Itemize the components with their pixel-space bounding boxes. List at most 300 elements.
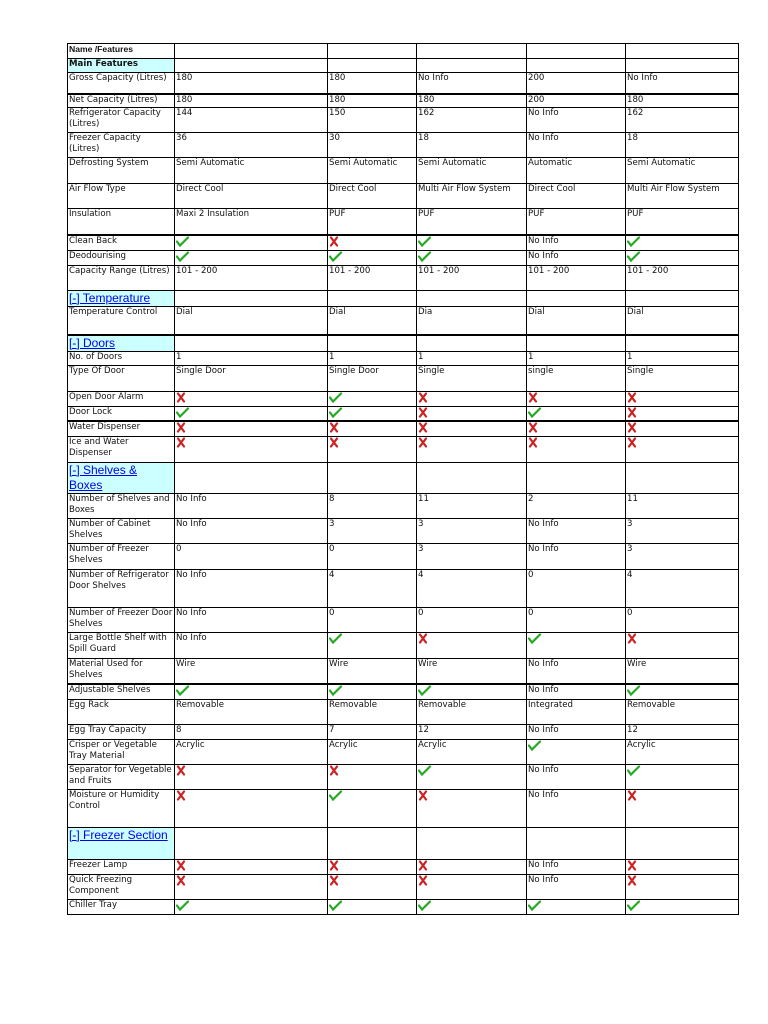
feature-value-icon-cell: [417, 684, 527, 699]
feature-value: PUF: [328, 209, 417, 235]
check-mark-icon: [176, 236, 190, 247]
check-mark-icon: [528, 407, 542, 418]
feature-value: Wire: [175, 658, 328, 684]
feature-value-icon-cell: [175, 899, 328, 914]
table-row-doorlock: [68, 406, 739, 421]
check-mark-icon: [418, 251, 432, 262]
feature-value: 180: [417, 94, 527, 108]
feature-value: 18: [626, 133, 739, 158]
check-mark-icon: [329, 633, 343, 644]
feature-value: No Info: [527, 133, 626, 158]
table-row-refcap: [68, 108, 739, 133]
feature-label: Freezer Capacity (Litres): [68, 133, 175, 158]
feature-label: Temperature Control: [68, 307, 175, 335]
check-mark-icon: [528, 633, 542, 644]
feature-value-icon-cell: [626, 406, 739, 421]
feature-value: 200: [527, 94, 626, 108]
cross-mark-icon: [418, 407, 432, 418]
feature-value: No Info: [527, 235, 626, 251]
feature-value-icon-cell: [417, 421, 527, 436]
feature-value: 0: [417, 607, 527, 632]
feature-value-icon-cell: [626, 764, 739, 789]
feature-label: Door Lock: [68, 406, 175, 421]
feature-value: Removable: [626, 699, 739, 724]
check-mark-icon: [627, 236, 641, 247]
product-column-header: [328, 44, 417, 59]
cross-mark-icon: [418, 860, 432, 871]
feature-value: 180: [175, 73, 328, 94]
feature-value: No Info: [527, 684, 626, 699]
table-row-eggtray: [68, 724, 739, 739]
check-mark-icon: [627, 251, 641, 262]
cross-mark-icon: [176, 875, 190, 886]
feature-value: Dial: [527, 307, 626, 335]
feature-label: Capacity Range (Litres): [68, 266, 175, 291]
check-mark-icon: [418, 765, 432, 776]
check-mark-icon: [176, 685, 190, 696]
feature-label: Adjustable Shelves: [68, 684, 175, 699]
feature-value: single: [527, 365, 626, 391]
feature-value-icon-cell: [417, 632, 527, 658]
feature-value: 0: [527, 569, 626, 607]
cross-mark-icon: [176, 392, 190, 403]
feature-value: No Info: [527, 108, 626, 133]
feature-value: 3: [417, 518, 527, 543]
feature-value-icon-cell: [175, 859, 328, 874]
table-row-crisper: [68, 739, 739, 764]
feature-value-icon-cell: [175, 406, 328, 421]
feature-value: 162: [626, 108, 739, 133]
feature-value-icon-cell: [527, 632, 626, 658]
product-column-header: [626, 44, 739, 59]
check-mark-icon: [627, 765, 641, 776]
cross-mark-icon: [329, 236, 343, 247]
table-row-eggrack: [68, 699, 739, 724]
section-row-main: [68, 59, 739, 73]
feature-value: Automatic: [527, 158, 626, 184]
feature-value: 4: [417, 569, 527, 607]
empty-cell: [328, 59, 417, 73]
feature-label: Large Bottle Shelf with Spill Guard: [68, 632, 175, 658]
table-row-cleanback: [68, 235, 739, 251]
feature-value: Acrylic: [175, 739, 328, 764]
feature-value: Wire: [626, 658, 739, 684]
feature-value: No Info: [175, 607, 328, 632]
feature-value-icon-cell: [328, 789, 417, 827]
table-row-insulation: [68, 209, 739, 235]
feature-label: Number of Shelves and Boxes: [68, 493, 175, 518]
empty-cell: [328, 291, 417, 307]
empty-cell: [626, 462, 739, 493]
feature-value-icon-cell: [328, 251, 417, 266]
product-column-header: [175, 44, 328, 59]
feature-value-icon-cell: [175, 421, 328, 436]
feature-value: No Info: [527, 518, 626, 543]
table-row-chiller: [68, 899, 739, 914]
feature-value: No Info: [527, 789, 626, 827]
feature-value-icon-cell: [328, 874, 417, 899]
table-row-net: [68, 94, 739, 108]
feature-value: No Info: [527, 724, 626, 739]
feature-value-icon-cell: [417, 764, 527, 789]
feature-value: 7: [328, 724, 417, 739]
table-row-bottle: [68, 632, 739, 658]
feature-value: Dial: [626, 307, 739, 335]
feature-value: No Info: [527, 874, 626, 899]
feature-value: PUF: [527, 209, 626, 235]
cross-mark-icon: [627, 633, 641, 644]
feature-value-icon-cell: [626, 899, 739, 914]
check-mark-icon: [418, 236, 432, 247]
table-row-defrost: [68, 158, 739, 184]
feature-label: Moisture or Humidity Control: [68, 789, 175, 827]
cross-mark-icon: [329, 860, 343, 871]
feature-value-icon-cell: [527, 899, 626, 914]
section-row-temperature: [68, 291, 739, 307]
empty-cell: [417, 291, 527, 307]
feature-value: Single: [417, 365, 527, 391]
feature-value-icon-cell: [175, 874, 328, 899]
feature-value: 4: [626, 569, 739, 607]
section-header-freezer[interactable]: [68, 827, 175, 859]
table-row-doortype: [68, 365, 739, 391]
check-mark-icon: [329, 251, 343, 262]
feature-value-icon-cell: [417, 391, 527, 406]
feature-label: Clean Back: [68, 235, 175, 251]
product-column-header: [527, 44, 626, 59]
feature-value: Semi Automatic: [626, 158, 739, 184]
check-mark-icon: [176, 251, 190, 262]
feature-value: 0: [527, 607, 626, 632]
feature-value: 1: [175, 351, 328, 365]
empty-cell: [626, 827, 739, 859]
empty-cell: [328, 335, 417, 352]
section-row-freezer: [68, 827, 739, 859]
feature-value: No Info: [527, 543, 626, 569]
feature-value: No Info: [527, 658, 626, 684]
feature-value-icon-cell: [175, 436, 328, 462]
feature-label: Ice and Water Dispenser: [68, 436, 175, 462]
section-row-doors: [68, 335, 739, 352]
empty-cell: [527, 827, 626, 859]
table-row-icewater: [68, 436, 739, 462]
feature-value: 1: [626, 351, 739, 365]
cross-mark-icon: [176, 765, 190, 776]
feature-value: 162: [417, 108, 527, 133]
feature-value: 8: [328, 493, 417, 518]
cross-mark-icon: [176, 422, 190, 433]
product-column-header: [417, 44, 527, 59]
feature-value: 30: [328, 133, 417, 158]
section-header-doors[interactable]: [68, 335, 175, 352]
feature-value: 2: [527, 493, 626, 518]
feature-value: No Info: [175, 493, 328, 518]
table-row-separator: [68, 764, 739, 789]
cross-mark-icon: [627, 790, 641, 801]
feature-label: Type Of Door: [68, 365, 175, 391]
feature-value-icon-cell: [626, 235, 739, 251]
feature-value: 12: [626, 724, 739, 739]
table-row-frzdoor: [68, 607, 739, 632]
feature-value: Multi Air Flow System: [417, 184, 527, 209]
feature-label: Number of Cabinet Shelves: [68, 518, 175, 543]
feature-value: 200: [527, 73, 626, 94]
section-row-shelves: [68, 462, 739, 493]
table-row-material: [68, 658, 739, 684]
feature-value: 180: [175, 94, 328, 108]
check-mark-icon: [329, 790, 343, 801]
feature-value-icon-cell: [328, 436, 417, 462]
empty-cell: [175, 335, 328, 352]
feature-value: 1: [328, 351, 417, 365]
empty-cell: [175, 291, 328, 307]
table-row-frzshelves: [68, 543, 739, 569]
cross-mark-icon: [329, 437, 343, 448]
cross-mark-icon: [418, 392, 432, 403]
feature-value-icon-cell: [328, 764, 417, 789]
feature-value-icon-cell: [175, 235, 328, 251]
feature-value-icon-cell: [626, 436, 739, 462]
cross-mark-icon: [176, 860, 190, 871]
feature-value: 180: [328, 94, 417, 108]
feature-value-icon-cell: [626, 859, 739, 874]
feature-value-icon-cell: [626, 684, 739, 699]
feature-label: Chiller Tray: [68, 899, 175, 914]
feature-value-icon-cell: [417, 899, 527, 914]
feature-value: Semi Automatic: [417, 158, 527, 184]
table-row-waterdisp: [68, 421, 739, 436]
cross-mark-icon: [528, 422, 542, 433]
feature-value-icon-cell: [328, 406, 417, 421]
feature-value: 36: [175, 133, 328, 158]
empty-cell: [527, 59, 626, 73]
cross-mark-icon: [627, 392, 641, 403]
section-header-shelves[interactable]: [68, 462, 175, 493]
feature-value: 1: [527, 351, 626, 365]
check-mark-icon: [329, 392, 343, 403]
feature-label: Water Dispenser: [68, 421, 175, 436]
feature-value: 4: [328, 569, 417, 607]
feature-value: Wire: [328, 658, 417, 684]
empty-cell: [175, 462, 328, 493]
feature-value: No Info: [175, 632, 328, 658]
feature-value: 101 - 200: [175, 266, 328, 291]
feature-label: Quick Freezing Component: [68, 874, 175, 899]
feature-value: 8: [175, 724, 328, 739]
feature-value-icon-cell: [527, 406, 626, 421]
cross-mark-icon: [329, 765, 343, 776]
feature-value: PUF: [626, 209, 739, 235]
feature-value: 101 - 200: [328, 266, 417, 291]
table-row-airflow: [68, 184, 739, 209]
table-row-quickfreeze: [68, 874, 739, 899]
feature-value-icon-cell: [417, 859, 527, 874]
feature-value: 101 - 200: [417, 266, 527, 291]
empty-cell: [328, 827, 417, 859]
feature-value-icon-cell: [417, 235, 527, 251]
feature-value: Direct Cool: [527, 184, 626, 209]
feature-label: Net Capacity (Litres): [68, 94, 175, 108]
feature-value-icon-cell: [175, 251, 328, 266]
empty-cell: [626, 291, 739, 307]
feature-value: 3: [626, 543, 739, 569]
table-row-opendoor: [68, 391, 739, 406]
feature-value: Acrylic: [417, 739, 527, 764]
table-row-cabinet: [68, 518, 739, 543]
feature-value: 101 - 200: [626, 266, 739, 291]
empty-cell: [626, 335, 739, 352]
table-row-numdoors: [68, 351, 739, 365]
feature-value-icon-cell: [417, 251, 527, 266]
feature-value: Removable: [328, 699, 417, 724]
table-row-moisture: [68, 789, 739, 827]
feature-value: PUF: [417, 209, 527, 235]
section-header-temperature[interactable]: [68, 291, 175, 307]
feature-value: 11: [417, 493, 527, 518]
feature-value-icon-cell: [328, 632, 417, 658]
cross-mark-icon: [418, 875, 432, 886]
section-toggle-link-freezer[interactable]: [-] Freezer Section: [69, 827, 168, 842]
features-comparison-table: [67, 43, 739, 915]
table-row-deodour: [68, 251, 739, 266]
feature-value: Removable: [417, 699, 527, 724]
feature-value-icon-cell: [175, 391, 328, 406]
feature-label: Deodourising: [68, 251, 175, 266]
feature-value: Dia: [417, 307, 527, 335]
cross-mark-icon: [329, 422, 343, 433]
cross-mark-icon: [418, 437, 432, 448]
table-row-refdoor: [68, 569, 739, 607]
feature-label: Number of Freezer Door Shelves: [68, 607, 175, 632]
table-row-numshelves: [68, 493, 739, 518]
empty-cell: [175, 59, 328, 73]
feature-value: No Info: [626, 73, 739, 94]
empty-cell: [527, 462, 626, 493]
feature-value-icon-cell: [527, 739, 626, 764]
feature-value-icon-cell: [417, 789, 527, 827]
section-toggle-link-doors[interactable]: [-] Doors: [69, 335, 116, 350]
check-mark-icon: [329, 407, 343, 418]
feature-value: 18: [417, 133, 527, 158]
empty-cell: [417, 335, 527, 352]
feature-value-icon-cell: [417, 436, 527, 462]
table-row-caprange: [68, 266, 739, 291]
feature-value: 180: [328, 73, 417, 94]
feature-value: Direct Cool: [175, 184, 328, 209]
feature-value: No Info: [175, 569, 328, 607]
feature-value: No Info: [175, 518, 328, 543]
feature-value-icon-cell: [328, 235, 417, 251]
feature-value: Dial: [175, 307, 328, 335]
feature-value-icon-cell: [328, 391, 417, 406]
feature-label: Egg Rack: [68, 699, 175, 724]
empty-cell: [328, 462, 417, 493]
table-row-frzlamp: [68, 859, 739, 874]
check-mark-icon: [418, 685, 432, 696]
feature-label: Material Used for Shelves: [68, 658, 175, 684]
feature-label: Number of Freezer Shelves: [68, 543, 175, 569]
feature-value: Removable: [175, 699, 328, 724]
feature-value: 11: [626, 493, 739, 518]
cross-mark-icon: [528, 392, 542, 403]
feature-value-icon-cell: [328, 421, 417, 436]
feature-value: 0: [626, 607, 739, 632]
cross-mark-icon: [627, 860, 641, 871]
feature-label: Separator for Vegetable and Fruits: [68, 764, 175, 789]
feature-value-icon-cell: [626, 251, 739, 266]
check-mark-icon: [176, 900, 190, 911]
feature-value-icon-cell: [626, 391, 739, 406]
feature-value-icon-cell: [626, 789, 739, 827]
feature-value: No Info: [527, 251, 626, 266]
empty-cell: [417, 59, 527, 73]
table-body: [68, 44, 739, 915]
table-title: Name /Features: [68, 44, 175, 59]
feature-value: 150: [328, 108, 417, 133]
feature-value-icon-cell: [175, 684, 328, 699]
feature-value: Maxi 2 Insulation: [175, 209, 328, 235]
table-row-gross: [68, 73, 739, 94]
cross-mark-icon: [627, 407, 641, 418]
feature-value-icon-cell: [626, 421, 739, 436]
feature-value: Single: [626, 365, 739, 391]
feature-value: Semi Automatic: [175, 158, 328, 184]
check-mark-icon: [528, 900, 542, 911]
cross-mark-icon: [627, 422, 641, 433]
feature-label: Defrosting System: [68, 158, 175, 184]
table-row-adjustable: [68, 684, 739, 699]
feature-value: No Info: [417, 73, 527, 94]
feature-label: No. of Doors: [68, 351, 175, 365]
table-header-row: [68, 44, 739, 59]
feature-value-icon-cell: [175, 789, 328, 827]
table-row-tempctrl: [68, 307, 739, 335]
empty-cell: [175, 827, 328, 859]
check-mark-icon: [627, 685, 641, 696]
table-row-frzcap: [68, 133, 739, 158]
feature-label: Crisper or Vegetable Tray Material: [68, 739, 175, 764]
feature-label: Freezer Lamp: [68, 859, 175, 874]
feature-value: 3: [328, 518, 417, 543]
cross-mark-icon: [176, 790, 190, 801]
feature-value: 3: [626, 518, 739, 543]
cross-mark-icon: [627, 437, 641, 448]
feature-value-icon-cell: [328, 684, 417, 699]
feature-value-icon-cell: [417, 874, 527, 899]
feature-label: Insulation: [68, 209, 175, 235]
section-toggle-link-shelves[interactable]: [-] Shelves & Boxes: [69, 462, 138, 492]
feature-value: 180: [626, 94, 739, 108]
feature-value: 0: [175, 543, 328, 569]
feature-value-icon-cell: [328, 899, 417, 914]
feature-value: No Info: [527, 859, 626, 874]
feature-label: Number of Refrigerator Door Shelves: [68, 569, 175, 607]
feature-value-icon-cell: [175, 764, 328, 789]
feature-value-icon-cell: [527, 436, 626, 462]
feature-value-icon-cell: [328, 859, 417, 874]
cross-mark-icon: [528, 437, 542, 448]
feature-value: 12: [417, 724, 527, 739]
empty-cell: [417, 827, 527, 859]
feature-label: Gross Capacity (Litres): [68, 73, 175, 94]
cross-mark-icon: [329, 875, 343, 886]
feature-value: Semi Automatic: [328, 158, 417, 184]
check-mark-icon: [329, 685, 343, 696]
check-mark-icon: [627, 900, 641, 911]
feature-value: 0: [328, 543, 417, 569]
feature-label: Air Flow Type: [68, 184, 175, 209]
section-toggle-link-temperature[interactable]: [-] Temperature: [69, 291, 151, 305]
